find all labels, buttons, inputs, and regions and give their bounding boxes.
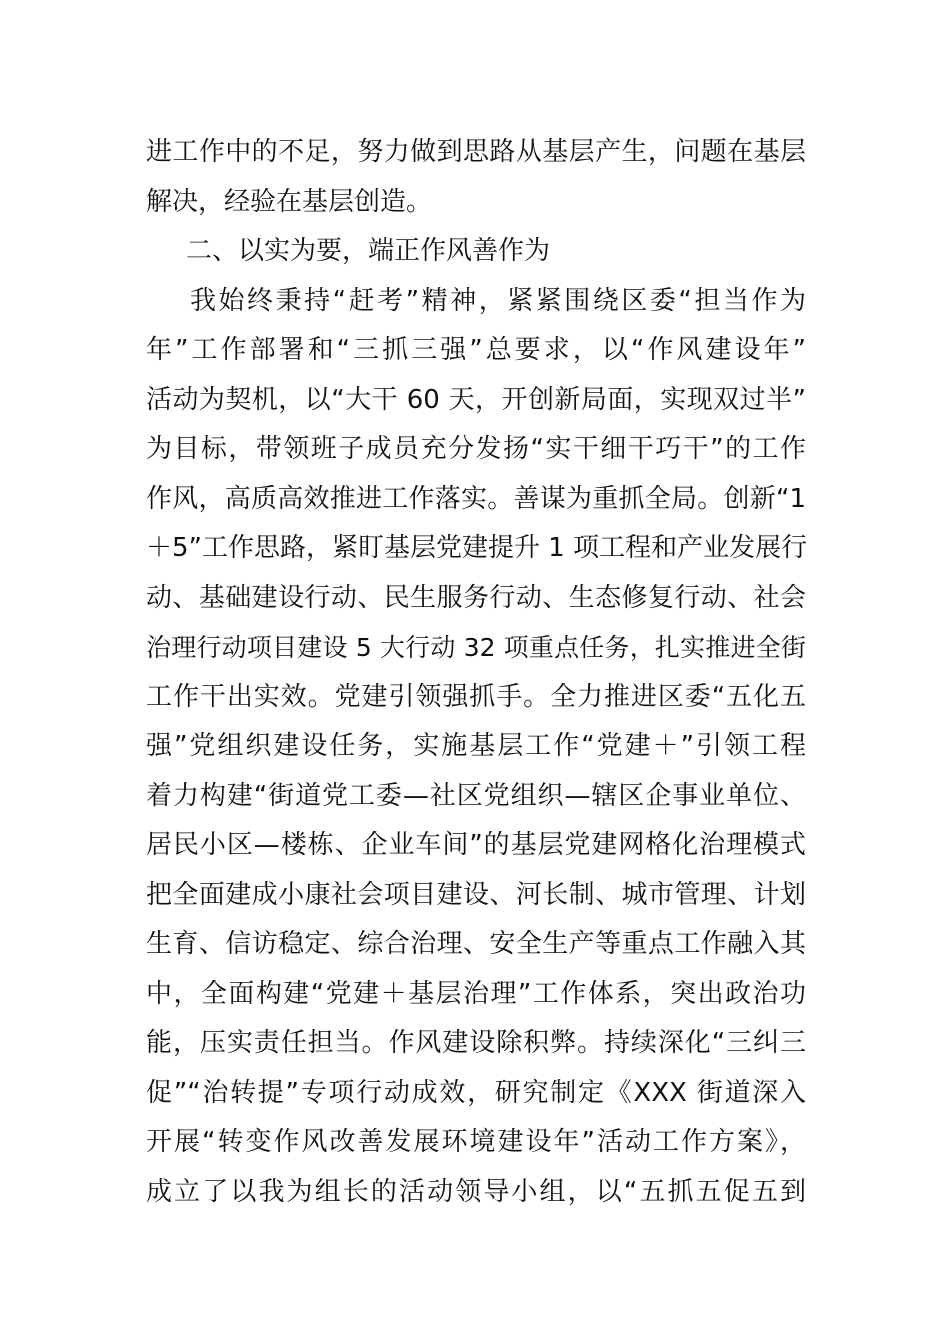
section-heading: 二、以实为要，端正作风善作为 xyxy=(186,236,551,266)
paragraph-2-line-5: 作风，高质高效推进工作落实。善谋为重抓全局。创新“1 xyxy=(146,483,806,514)
paragraph-2-line-19: 成立了以我为组长的活动领导小组，以“五抓五促五到 xyxy=(146,1176,806,1207)
paragraph-2-line-2: 年”工作部署和“三抓三强”总要求，以“作风建设年” xyxy=(146,335,806,365)
paragraph-2-line-15: 中，全面构建“党建＋基层治理”工作体系，突出政治功 xyxy=(146,978,806,1009)
paragraph-2-line-8: 治理行动项目建设 5 大行动 32 项重点任务，扎实推进全街 xyxy=(146,633,806,662)
paragraph-2-line-3: 活动为契机，以“大干 60 天，开创新局面，实现双过半” xyxy=(146,384,806,415)
paragraph-2-line-10: 强”党组织建设任务，实施基层工作“党建＋”引领工程 xyxy=(146,731,806,761)
paragraph-2-line-18: 开展“转变作风改善发展环境建设年”活动工作方案》， xyxy=(146,1127,806,1157)
paragraph-2-line-12: 居民小区—楼栋、企业车间”的基层党建网格化治理模式 xyxy=(146,830,806,860)
paragraph-2-line-11: 着力构建“街道党工委—社区党组织—辖区企事业单位、 xyxy=(146,780,806,811)
document-body xyxy=(146,128,806,1217)
paragraph-2-line-13: 把全面建成小康社会项目建设、河长制、城市管理、计划 xyxy=(146,879,806,910)
paragraph-2-line-4: 为目标，带领班子成员充分发扬“实干细干巧干”的工作 xyxy=(146,434,806,464)
paragraph-2-line-14: 生育、信访稳定、综合治理、安全生产等重点工作融入其 xyxy=(146,929,806,959)
paragraph-1-line-2: 解决，经验在基层创造。 xyxy=(146,186,433,217)
paragraph-2-line-9: 工作干出实效。党建引领强抓手。全力推进区委“五化五 xyxy=(146,681,806,712)
paragraph-2-line-7: 动、基础建设行动、民生服务行动、生态修复行动、社会 xyxy=(146,582,806,613)
paragraph-2-line-16: 能，压实责任担当。作风建设除积弊。持续深化“三纠三 xyxy=(146,1028,806,1058)
paragraph-1-line-1: 进工作中的不足，努力做到思路从基层产生，问题在基层 xyxy=(146,137,806,167)
paragraph-2-line-6: ＋5”工作思路，紧盯基层党建提升 1 项工程和产业发展行 xyxy=(146,533,808,563)
paragraph-2-line-1: 我始终秉持“赶考”精神，紧紧围绕区委“担当作为 xyxy=(190,285,806,316)
paragraph-2-line-17: 促”“治转提”专项行动成效，研究制定《XXX 街道深入 xyxy=(146,1077,806,1108)
